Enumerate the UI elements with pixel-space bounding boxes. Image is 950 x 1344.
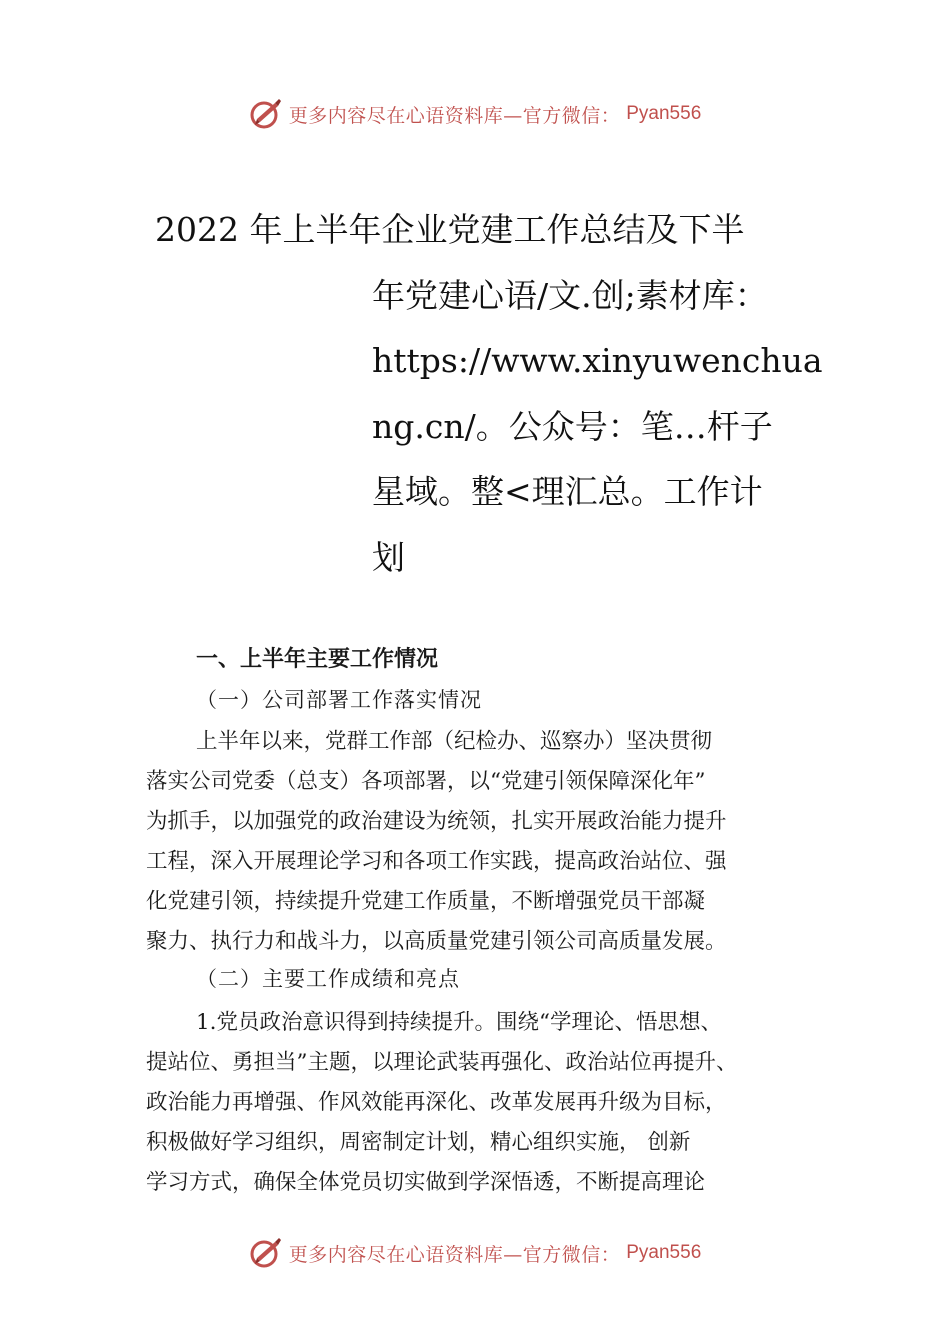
paragraph-line: 为抓手，以加强党的政治建设为统领，扎实开展政治能力提升	[146, 809, 727, 834]
title-line-2: 年党建心语/文.创;素材库：	[372, 276, 768, 315]
paragraph-line: 工程，深入开展理论学习和各项工作实践，提高政治站位、强	[146, 849, 727, 874]
title-line-3: https://www.xinyuwenchua	[372, 341, 823, 380]
pen-logo-icon	[249, 97, 283, 131]
paragraph-1	[146, 722, 836, 962]
pen-logo-icon	[249, 1236, 283, 1270]
subheading-1: （一）公司部署工作落实情况	[196, 688, 482, 712]
title-line-4: ng.cn/。公众号：笔…杆子	[372, 407, 773, 446]
subheading-2: （二）主要工作成绩和亮点	[196, 967, 460, 991]
paragraph-line: 上半年以来，党群工作部（纪检办、巡察办）坚决贯彻	[196, 729, 713, 754]
banner-wechat-id: Pyan556	[626, 1242, 702, 1263]
paragraph-line: 政治能力再增强、作风效能再深化、改革发展再升级为目标，	[146, 1090, 727, 1115]
footer-banner	[0, 1233, 950, 1273]
banner-text: 更多内容尽在心语资料库—官方微信：	[288, 1243, 621, 1266]
paragraph-line: 提站位、勇担当”主题，以理论武装再强化、政治站位再提升、	[146, 1050, 738, 1075]
banner-wechat-id: Pyan556	[626, 103, 702, 124]
paragraph-line: 聚力、执行力和战斗力，以高质量党建引领公司高质量发展。	[146, 929, 727, 954]
section-heading: 一、上半年主要工作情况	[196, 647, 439, 672]
paragraph-2	[146, 1003, 836, 1203]
paragraph-line: 化党建引领，持续提升党建工作质量，不断增强党员干部凝	[146, 889, 706, 914]
title-line-5: 星域。整<理汇总。工作计	[372, 472, 763, 511]
header-banner	[0, 94, 950, 134]
banner-text: 更多内容尽在心语资料库—官方微信：	[288, 104, 621, 127]
paragraph-line: 落实公司党委（总支）各项部署，以“党建引领保障深化年”	[146, 769, 706, 794]
title-line-1: 2022 年上半年企业党建工作总结及下半	[155, 210, 745, 249]
title-line-6: 划	[372, 538, 405, 577]
paragraph-line: 学习方式，确保全体党员切实做到学深悟透，不断提高理论	[146, 1170, 706, 1195]
paragraph-line: 1.党员政治意识得到持续提升。围绕“学理论、悟思想、	[196, 1010, 723, 1035]
paragraph-line: 积极做好学习组织，周密制定计划，精心组织实施， 创新	[146, 1130, 691, 1155]
